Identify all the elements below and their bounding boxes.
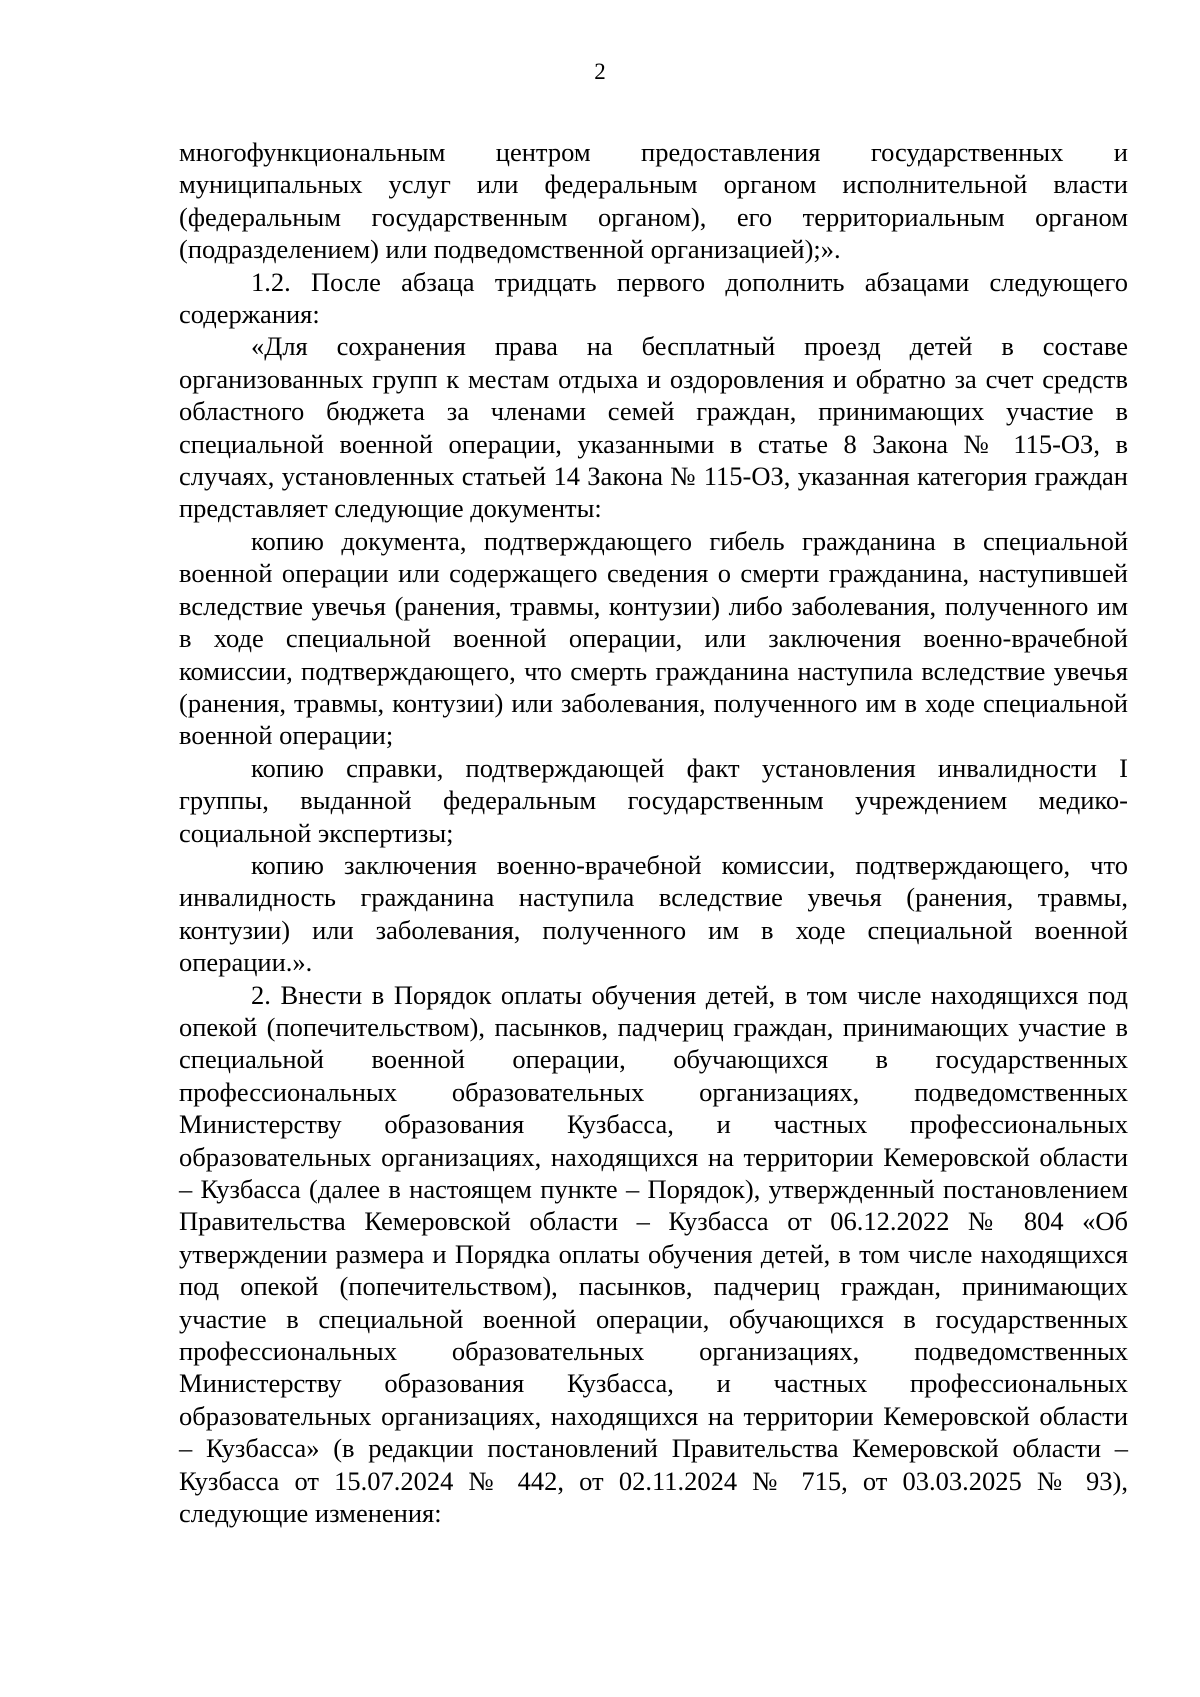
page-number: 2	[594, 59, 606, 84]
paragraph-1-2: 1.2. После абзаца тридцать первого дополнить абзацами следующего содержания:	[179, 266, 1128, 330]
paragraph-2: 2. Внести в Порядок оплаты обучения детей, в том числе находящихся под опекой (попечительством), пасынков, падчериц граждан, принимающих участие в специальной военной операции, обучающихся в государственных профессиональных образовательных организациях, подведомственных Министерству образования Кузбасса, и частных профессиональных образовательных организациях, находящихся на территории Кемеровской области – Кузбасса (далее в настоящем пункте – Порядок), утвержденный постановлением Правительства Кемеровской области – Кузбасса от 06.12.2022 № 804 «Об утверждении размера и Порядка оплаты обучения детей, в том числе находящихся под опекой (попечительством), пасынков, падчериц граждан, принимающих участие в специальной военной операции, обучающихся в государственных профессиональных образовательных организациях, подведомственных Министерству образования Кузбасса, и частных профессиональных образовательных организациях, находящихся на территории Кемеровской области – Кузбасса» (в редакции постановлений Правительства Кемеровской области – Кузбасса от 15.07.2024 № 442, от 02.11.2024 № 715, от 03.03.2025 № 93), следующие изменения:	[179, 979, 1128, 1529]
paragraph-document-disability-certificate: копию справки, подтверждающей факт установления инвалидности I группы, выданной федеральным государственным учреждением медико-социальной экспертизы;	[179, 752, 1128, 848]
paragraph-document-death: копию документа, подтверждающего гибель гражданина в специальной военной операции или содержащего сведения о смерти гражданина, наступившей вследствие увечья (ранения, травмы, контузии) либо заболевания, полученного им в ходе специальной военной операции, или заключения военно-врачебной комиссии, подтверждающего, что смерть гражданина наступила вследствие увечья (ранения, травмы, контузии) или заболевания, полученного им в ходе специальной военной операции;	[179, 525, 1128, 751]
paragraph-quote-start: «Для сохранения права на бесплатный проезд детей в составе организованных групп к местам отдыха и оздоровления и обратно за счет средств областного бюджета за членами семей граждан, принимающих участие в специальной военной операции, указанными в статье 8 Закона № 115-ОЗ, в случаях, установленных статьей 14 Закона № 115-ОЗ, указанная категория граждан представляет следующие документы:	[179, 331, 1128, 524]
document-body	[179, 136, 1128, 1529]
paragraph-document-commission-conclusion: копию заключения военно-врачебной комиссии, подтверждающего, что инвалидность гражданина наступила вследствие увечья (ранения, травмы, контузии) или заболевания, полученного им в ходе специальной военной операции.».	[179, 849, 1128, 978]
paragraph-continuation: многофункциональным центром предоставления государственных и муниципальных услуг или федеральным органом исполнительной власти (федеральным государственным органом), его территориальным органом (подразделением) или подведомственной организацией);».	[179, 137, 1128, 265]
